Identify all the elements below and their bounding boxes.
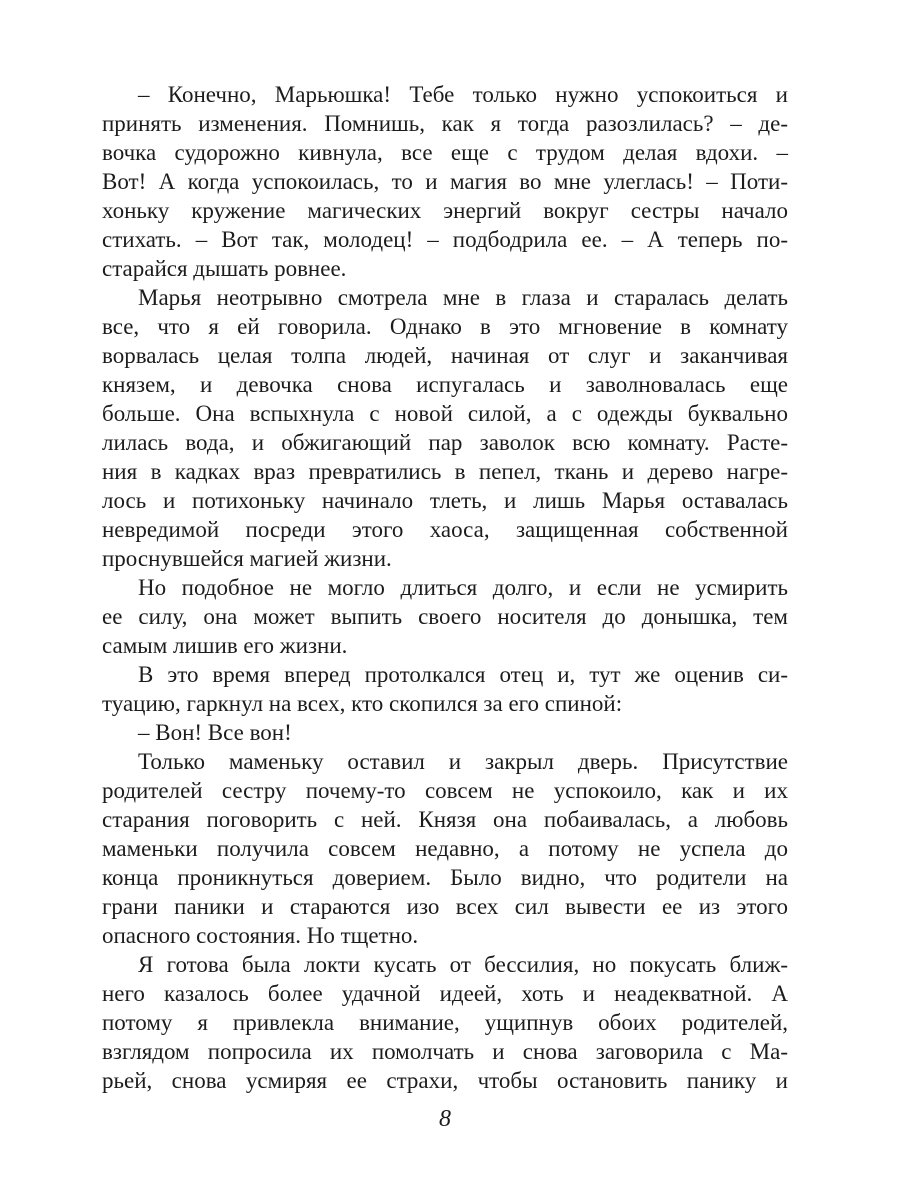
text-line: родителей сестру почему-то совсем не успокоило, как и их [102,778,788,803]
text-line: ворвалась целая толпа людей, начиная от слуг и заканчивая [102,343,788,368]
paragraph [102,80,788,283]
text-line: рьей, снова усмиряя ее страхи, чтобы остановить панику и [102,1068,788,1093]
text-line: Только маменьку оставил и закрыл дверь. Присутствие [138,749,788,774]
text-line: опасного состояния. Но тщетно. [102,923,419,948]
text-line: ния в кадках враз превратились в пепел, ткань и дерево нагре- [102,459,788,484]
text-line: принять изменения. Помнишь, как я тогда разозлилась? – де- [102,111,788,136]
text-line: ее силу, она может выпить своего носителя до донышка, тем [102,604,788,629]
text-line: лилась вода, и обжигающий пар заволок всю комнату. Расте- [102,430,788,455]
text-line: невредимой посреди этого хаоса, защищенная собственной [102,517,788,542]
text-block [102,80,788,1134]
text-line: В это время вперед протолкался отец и, тут же оценив си- [138,662,788,687]
text-line: маменьки получила совсем недавно, а потому не успела до [102,836,788,861]
text-line: больше. Она вспыхнула с новой силой, а с одежды буквально [102,401,788,426]
paragraph [102,950,788,1095]
text-line: Я готова была локти кусать от бессилия, но покусать ближ- [138,952,788,977]
text-line: грани паники и стараются изо всех сил вывести ее из этого [102,894,788,919]
text-line: Марья неотрывно смотрела мне в глаза и старалась делать [138,285,788,310]
text-line: князем, и девочка снова испугалась и заволновалась еще [102,372,788,397]
paragraph [102,573,788,660]
page-number: 8 [439,1106,451,1132]
text-line: стихать. – Вот так, молодец! – подбодрила ее. – А теперь по- [102,227,788,252]
text-line: проснувшейся магией жизни. [102,546,392,571]
text-line: хоньку кружение магических энергий вокруг сестры начало [102,198,788,223]
text-line: старания поговорить с ней. Князя она побаивалась, а любовь [102,807,788,832]
text-line: Вот! А когда успокоилась, то и магия во мне улеглась! – Поти- [102,169,788,194]
paragraph [102,718,788,747]
text-line: лось и потихоньку начинало тлеть, и лишь Марья оставалась [102,488,788,513]
text-line: конца проникнуться доверием. Было видно, что родители на [102,865,788,890]
paragraph [102,747,788,950]
paragraph [102,660,788,718]
text-line: старайся дышать ровнее. [102,256,347,281]
text-line: потому я привлекла внимание, ущипнув обоих родителей, [102,1010,788,1035]
text-line: самым лишив его жизни. [102,633,348,658]
text-line: – Вон! Все вон! [138,720,292,745]
text-line: – Конечно, Марьюшка! Тебе только нужно успокоиться и [138,82,788,107]
text-line: туацию, гаркнул на всех, кто скопился за его спиной: [102,691,623,716]
text-line: него казалось более удачной идеей, хоть и неадекватной. А [102,981,788,1006]
text-line: все, что я ей говорила. Однако в это мгновение в комнату [102,314,788,339]
text-line: Но подобное не могло длиться долго, и если не усмирить [138,575,788,600]
text-line: вочка судорожно кивнула, все еще с трудом делая вдохи. – [102,140,788,165]
text-line: взглядом попросила их помолчать и снова заговорила с Ма- [102,1039,788,1064]
paragraph [102,283,788,573]
